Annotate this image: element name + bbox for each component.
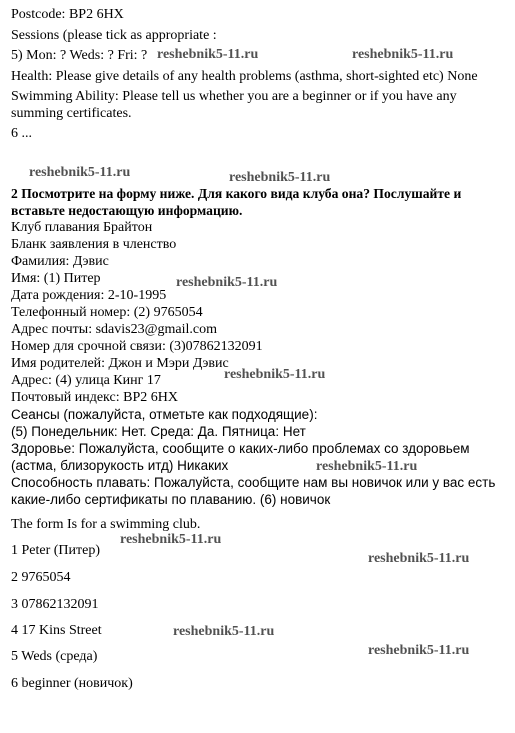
surname-line: Фамилия: Дэвис [11, 254, 109, 269]
dob-line: Дата рождения: 2-10-1995 [11, 288, 167, 303]
answer-6: 6 beginner (новичок) [11, 676, 133, 691]
ru-health-line-1: Здоровье: Пожалуйста, сообщите о каких-либо проблемах со здоровьем [11, 441, 470, 456]
form-title: Бланк заявления в членство [11, 237, 177, 252]
ru-sessions-line: Сеансы (пожалуйста, отметьте как подходящие): [11, 407, 318, 422]
health-line: Health: Please give details of any health problems (asthma, short-sighted etc) None [11, 69, 478, 84]
watermark: reshebnik5-11.ru [120, 532, 222, 547]
answer-3: 3 07862132091 [11, 597, 99, 612]
ru-days-line: (5) Понедельник: Нет. Среда: Да. Пятница: Нет [11, 424, 306, 439]
watermark: reshebnik5-11.ru [176, 275, 278, 290]
answer-5: 5 Weds (среда) [11, 649, 98, 664]
watermark: reshebnik5-11.ru [316, 459, 418, 474]
watermark: reshebnik5-11.ru [157, 47, 259, 62]
parents-line: Имя родителей: Джон и Мэри Дэвис [11, 356, 229, 371]
answers-intro: The form Is for a swimming club. [11, 517, 201, 532]
postcode-line: Postcode: BP2 6HX [11, 7, 124, 22]
ru-swim-line-2: какие-либо сертификаты по плаванию. (6) новичок [11, 492, 331, 507]
swimming-ability-line: Swimming Ability: Please tell us whether you are a beginner or if you have any [11, 89, 457, 104]
address-line: Адрес: (4) улица Кинг 17 [11, 373, 161, 388]
ru-health-line-2: (астма, близорукость итд) Никаких [11, 458, 229, 473]
club-name: Клуб плавания Брайтон [11, 220, 153, 235]
ru-postcode-line: Почтовый индекс: BP2 6HX [11, 390, 178, 405]
phone-line: Телефонный номер: (2) 9765054 [11, 305, 203, 320]
emergency-line: Номер для срочной связи: (3)07862132091 [11, 339, 263, 354]
watermark: reshebnik5-11.ru [229, 170, 331, 185]
answer-4: 4 17 Kins Street [11, 623, 102, 638]
answer-1: 1 Peter (Питер) [11, 543, 101, 558]
watermark: reshebnik5-11.ru [173, 624, 275, 639]
watermark: reshebnik5-11.ru [368, 551, 470, 566]
watermark: reshebnik5-11.ru [29, 165, 131, 180]
watermark: reshebnik5-11.ru [224, 367, 326, 382]
watermark: reshebnik5-11.ru [352, 47, 454, 62]
task-heading-line-2: вставьте недостающую информацию. [11, 203, 243, 218]
name-line: Имя: (1) Питер [11, 271, 101, 286]
email-line: Адрес почты: sdavis23@gmail.com [11, 322, 217, 337]
swimming-ability-line-2: summing certificates. [11, 106, 132, 121]
task-heading-line-1: 2 Посмотрите на форму ниже. Для какого вида клуба она? Послушайте и [11, 186, 462, 201]
item-6-line: 6 ... [11, 126, 32, 141]
ru-swim-line-1: Способность плавать: Пожалуйста, сообщите нам вы новичок или у вас есть [11, 475, 496, 490]
sessions-days-line: 5) Mon: ? Weds: ? Fri: ? [11, 48, 148, 63]
answer-2: 2 9765054 [11, 570, 71, 585]
sessions-line: Sessions (please tick as appropriate : [11, 28, 217, 43]
watermark: reshebnik5-11.ru [368, 643, 470, 658]
